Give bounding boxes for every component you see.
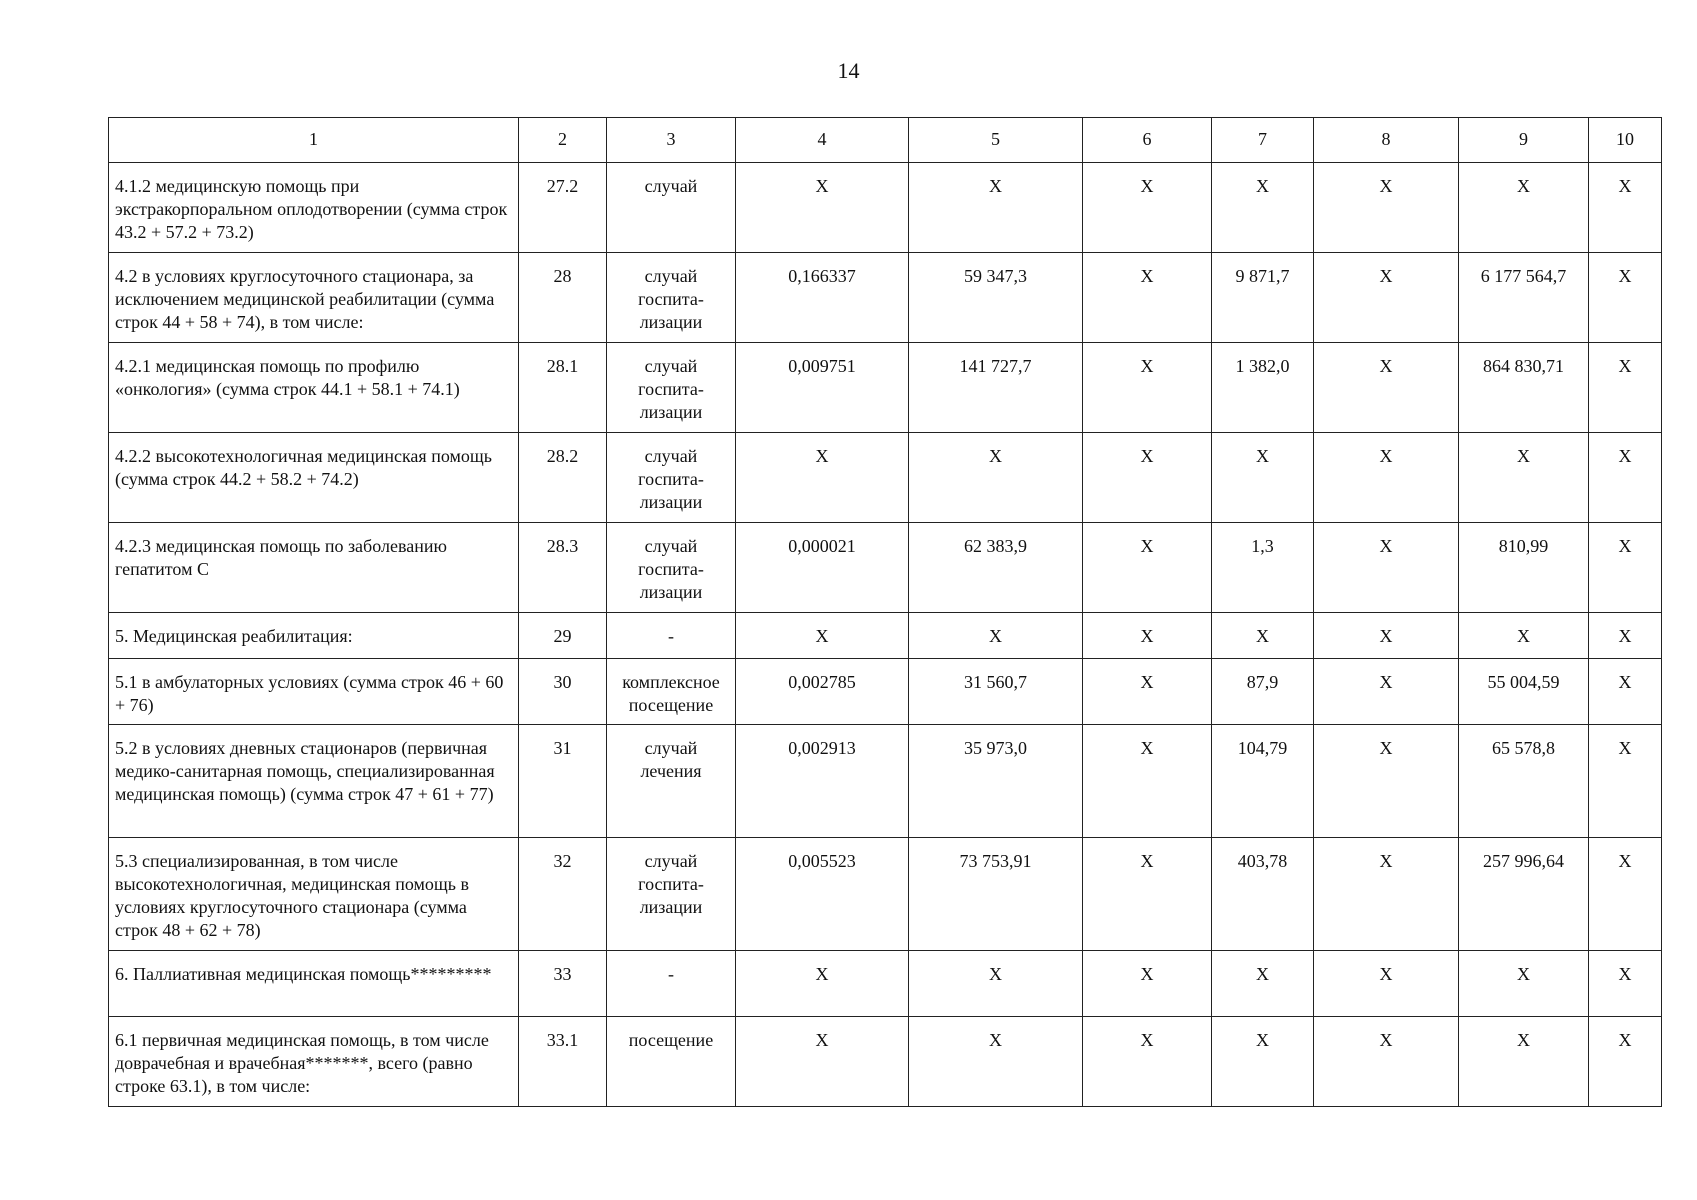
cell-col4: Х (736, 951, 909, 1017)
column-header: 4 (736, 118, 909, 163)
cell-col4: Х (736, 1017, 909, 1107)
cell-col10: Х (1589, 253, 1662, 343)
cell-col10: Х (1589, 1017, 1662, 1107)
column-header: 10 (1589, 118, 1662, 163)
cell-col9: 55 004,59 (1459, 659, 1589, 725)
table-row (109, 343, 1662, 433)
row-name: 4.2.3 медицинская помощь по заболеванию гепатитом С (109, 523, 519, 613)
cell-col8: Х (1314, 838, 1459, 951)
data-table (108, 117, 1662, 1107)
row-code: 28.3 (519, 523, 607, 613)
row-name: 5.2 в условиях дневных стационаров (первичная медико-санитарная помощь, специализированная медицинская помощь) (сумма строк 47 + 61 + 77) (109, 725, 519, 838)
cell-col7: Х (1212, 433, 1314, 523)
row-unit: посещение (607, 1017, 736, 1107)
cell-col10: Х (1589, 659, 1662, 725)
cell-col9: 810,99 (1459, 523, 1589, 613)
row-code: 28.1 (519, 343, 607, 433)
cell-col7: Х (1212, 1017, 1314, 1107)
row-unit: случай госпита-лизации (607, 343, 736, 433)
cell-col4: Х (736, 433, 909, 523)
cell-col4: Х (736, 163, 909, 253)
cell-col8: Х (1314, 433, 1459, 523)
table-row (109, 659, 1662, 725)
row-unit: случай госпита-лизации (607, 253, 736, 343)
cell-col5: Х (909, 613, 1083, 659)
cell-col7: 1 382,0 (1212, 343, 1314, 433)
row-unit: - (607, 951, 736, 1017)
cell-col8: Х (1314, 523, 1459, 613)
cell-col10: Х (1589, 951, 1662, 1017)
cell-col8: Х (1314, 253, 1459, 343)
page-number: 14 (837, 58, 860, 83)
cell-col8: Х (1314, 1017, 1459, 1107)
table-row (109, 1017, 1662, 1107)
cell-col6: Х (1083, 838, 1212, 951)
row-code: 31 (519, 725, 607, 838)
cell-col10: Х (1589, 725, 1662, 838)
cell-col7: 104,79 (1212, 725, 1314, 838)
cell-col6: Х (1083, 343, 1212, 433)
cell-col6: Х (1083, 253, 1212, 343)
row-code: 27.2 (519, 163, 607, 253)
row-code: 30 (519, 659, 607, 725)
cell-col7: 87,9 (1212, 659, 1314, 725)
cell-col5: Х (909, 433, 1083, 523)
cell-col7: Х (1212, 951, 1314, 1017)
table-row (109, 433, 1662, 523)
cell-col10: Х (1589, 838, 1662, 951)
cell-col6: Х (1083, 659, 1212, 725)
cell-col6: Х (1083, 433, 1212, 523)
column-header: 9 (1459, 118, 1589, 163)
cell-col8: Х (1314, 951, 1459, 1017)
cell-col4: 0,002913 (736, 725, 909, 838)
row-name: 6.1 первичная медицинская помощь, в том числе доврачебная и врачебная*******, всего (равно строке 63.1), в том числе: (109, 1017, 519, 1107)
column-header: 6 (1083, 118, 1212, 163)
cell-col9: Х (1459, 433, 1589, 523)
cell-col10: Х (1589, 613, 1662, 659)
row-code: 28 (519, 253, 607, 343)
cell-col10: Х (1589, 433, 1662, 523)
row-code: 28.2 (519, 433, 607, 523)
cell-col8: Х (1314, 659, 1459, 725)
cell-col8: Х (1314, 613, 1459, 659)
row-name: 5.3 специализированная, в том числе высокотехнологичная, медицинская помощь в условиях круглосуточного стационара (сумма строк 48 + 62 + 78) (109, 838, 519, 951)
cell-col9: 65 578,8 (1459, 725, 1589, 838)
cell-col7: 403,78 (1212, 838, 1314, 951)
cell-col9: Х (1459, 1017, 1589, 1107)
cell-col9: 6 177 564,7 (1459, 253, 1589, 343)
cell-col8: Х (1314, 343, 1459, 433)
table-row (109, 253, 1662, 343)
row-unit: - (607, 613, 736, 659)
row-unit: случай госпита-лизации (607, 523, 736, 613)
cell-col7: 1,3 (1212, 523, 1314, 613)
table-row (109, 163, 1662, 253)
row-name: 5. Медицинская реабилитация: (109, 613, 519, 659)
cell-col5: 73 753,91 (909, 838, 1083, 951)
cell-col7: Х (1212, 613, 1314, 659)
cell-col5: Х (909, 951, 1083, 1017)
cell-col8: Х (1314, 163, 1459, 253)
cell-col5: 59 347,3 (909, 253, 1083, 343)
row-unit: случай лечения (607, 725, 736, 838)
cell-col5: Х (909, 1017, 1083, 1107)
cell-col4: 0,005523 (736, 838, 909, 951)
column-header: 3 (607, 118, 736, 163)
table-row (109, 613, 1662, 659)
cell-col9: 864 830,71 (1459, 343, 1589, 433)
row-unit: случай госпита-лизации (607, 838, 736, 951)
cell-col6: Х (1083, 163, 1212, 253)
column-header: 7 (1212, 118, 1314, 163)
column-header: 1 (109, 118, 519, 163)
cell-col10: Х (1589, 343, 1662, 433)
row-name: 4.1.2 медицинскую помощь при экстракорпоральном оплодотворении (сумма строк 43.2 + 57.2 + 73.2) (109, 163, 519, 253)
cell-col6: Х (1083, 1017, 1212, 1107)
row-unit: случай госпита-лизации (607, 433, 736, 523)
row-code: 32 (519, 838, 607, 951)
cell-col6: Х (1083, 613, 1212, 659)
cell-col4: 0,000021 (736, 523, 909, 613)
cell-col7: 9 871,7 (1212, 253, 1314, 343)
cell-col4: 0,166337 (736, 253, 909, 343)
cell-col6: Х (1083, 951, 1212, 1017)
table-row (109, 838, 1662, 951)
cell-col9: 257 996,64 (1459, 838, 1589, 951)
row-name: 4.2.2 высокотехнологичная медицинская помощь (сумма строк 44.2 + 58.2 + 74.2) (109, 433, 519, 523)
cell-col6: Х (1083, 523, 1212, 613)
table-row (109, 523, 1662, 613)
row-name: 4.2 в условиях круглосуточного стационара, за исключением медицинской реабилитации (сумма строк 44 + 58 + 74), в том числе: (109, 253, 519, 343)
row-name: 5.1 в амбулаторных условиях (сумма строк 46 + 60 + 76) (109, 659, 519, 725)
row-code: 33 (519, 951, 607, 1017)
cell-col9: Х (1459, 951, 1589, 1017)
cell-col9: Х (1459, 163, 1589, 253)
cell-col10: Х (1589, 523, 1662, 613)
header-row (109, 118, 1662, 163)
cell-col8: Х (1314, 725, 1459, 838)
cell-col5: 35 973,0 (909, 725, 1083, 838)
cell-col9: Х (1459, 613, 1589, 659)
row-code: 33.1 (519, 1017, 607, 1107)
cell-col5: Х (909, 163, 1083, 253)
row-unit: комплексное посещение (607, 659, 736, 725)
row-name: 6. Паллиативная медицинская помощь********* (109, 951, 519, 1017)
cell-col5: 62 383,9 (909, 523, 1083, 613)
cell-col7: Х (1212, 163, 1314, 253)
row-name: 4.2.1 медицинская помощь по профилю «онкология» (сумма строк 44.1 + 58.1 + 74.1) (109, 343, 519, 433)
cell-col4: 0,002785 (736, 659, 909, 725)
cell-col6: Х (1083, 725, 1212, 838)
cell-col5: 141 727,7 (909, 343, 1083, 433)
column-header: 5 (909, 118, 1083, 163)
cell-col4: Х (736, 613, 909, 659)
row-code: 29 (519, 613, 607, 659)
cell-col4: 0,009751 (736, 343, 909, 433)
column-header: 8 (1314, 118, 1459, 163)
cell-col10: Х (1589, 163, 1662, 253)
cell-col5: 31 560,7 (909, 659, 1083, 725)
row-unit: случай (607, 163, 736, 253)
column-header: 2 (519, 118, 607, 163)
table-row (109, 725, 1662, 838)
table-row (109, 951, 1662, 1017)
